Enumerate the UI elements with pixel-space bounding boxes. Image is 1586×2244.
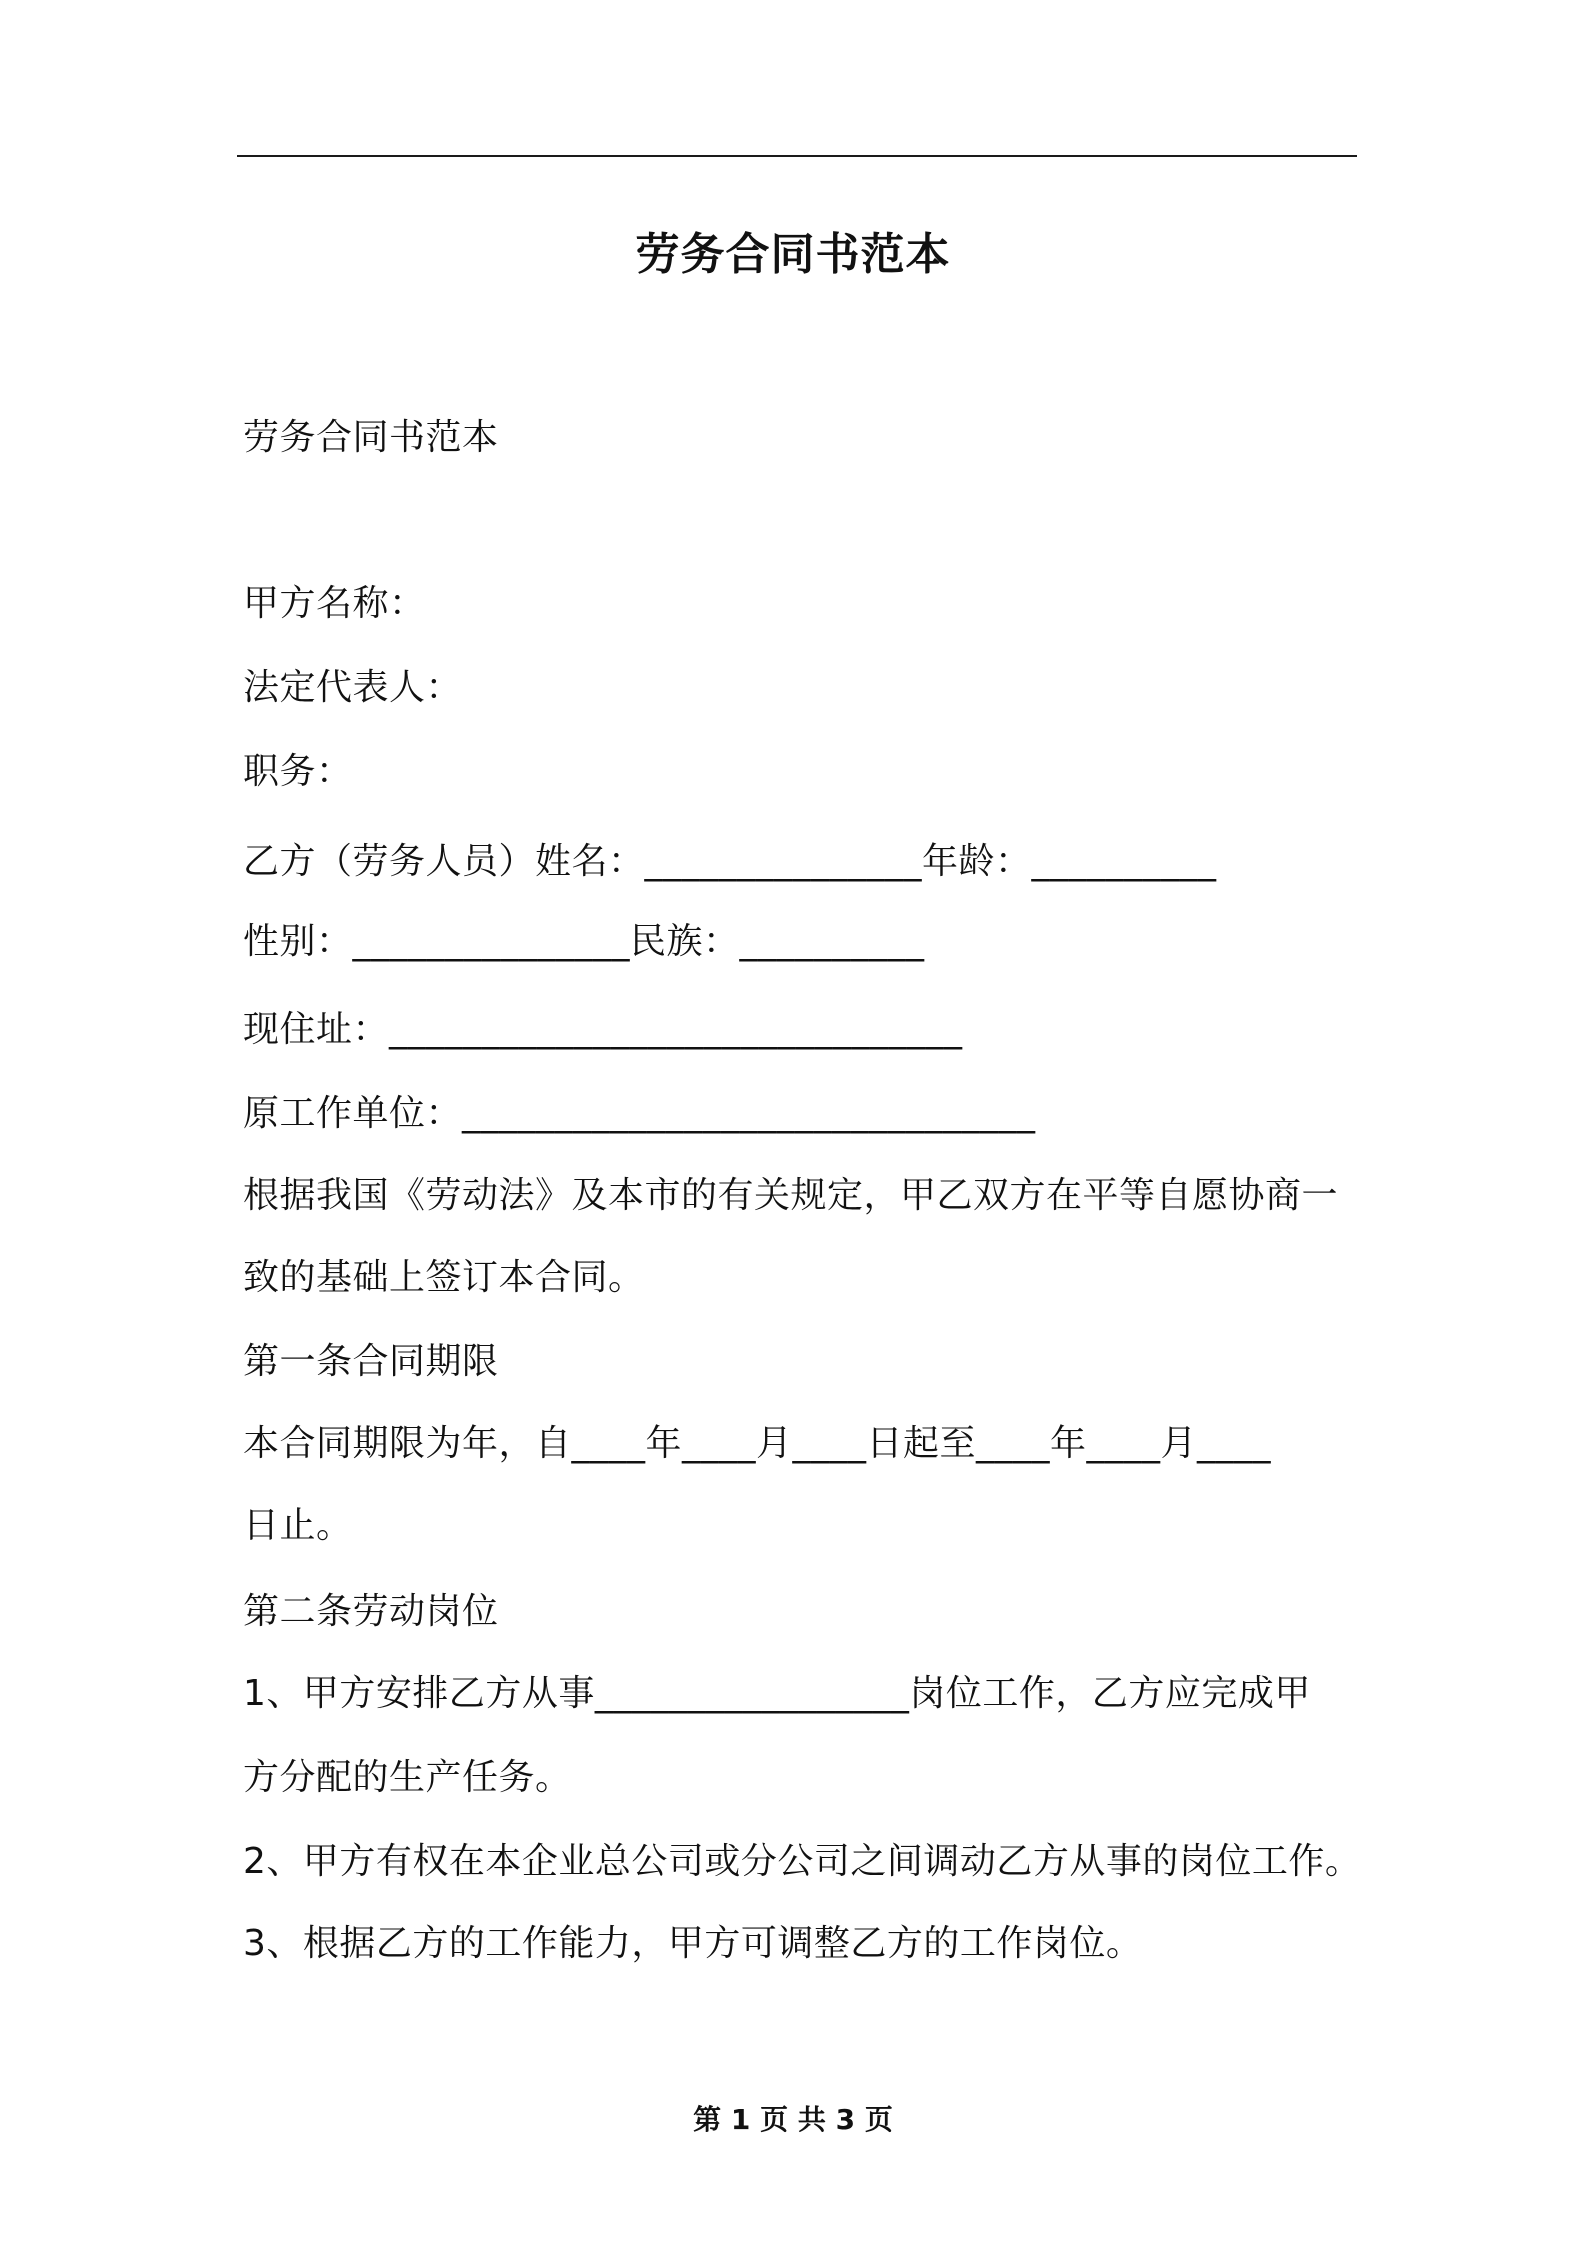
header-rule bbox=[237, 155, 1357, 157]
article-2-item-2: 2、甲方有权在本企业总公司或分公司之间调动乙方从事的岗位工作。 bbox=[243, 1841, 1362, 1882]
article-1-heading: 第一条合同期限 bbox=[243, 1341, 499, 1382]
article-1-term-line-1: 本合同期限为年，自____年____月____日起至____年____月____ bbox=[243, 1423, 1272, 1464]
legal-representative-line: 法定代表人： bbox=[243, 667, 463, 708]
preamble-line-1: 根据我国《劳动法》及本市的有关规定，甲乙双方在平等自愿协商一 bbox=[243, 1175, 1339, 1216]
preamble-line-2: 致的基础上签订本合同。 bbox=[243, 1257, 645, 1298]
party-a-name-line: 甲方名称： bbox=[243, 583, 426, 624]
article-1-term-line-2: 日止。 bbox=[243, 1505, 353, 1546]
current-address-line: 现住址：_______________________________ bbox=[243, 1009, 963, 1050]
subtitle-line: 劳务合同书范本 bbox=[243, 417, 499, 458]
former-employer-line: 原工作单位：_______________________________ bbox=[243, 1093, 1036, 1134]
article-2-item-1-line-1: 1、甲方安排乙方从事_________________岗位工作，乙方应完成甲 bbox=[243, 1673, 1311, 1714]
party-b-name-age-line: 乙方（劳务人员）姓名：_______________年龄：__________ bbox=[243, 841, 1217, 882]
position-line: 职务： bbox=[243, 751, 353, 792]
article-2-item-1-line-2: 方分配的生产任务。 bbox=[243, 1757, 572, 1798]
article-2-heading: 第二条劳动岗位 bbox=[243, 1591, 499, 1632]
document-title: 劳务合同书范本 bbox=[635, 229, 951, 280]
page-footer: 第 1 页 共 3 页 bbox=[693, 2103, 893, 2136]
gender-ethnicity-line: 性别：_______________民族：__________ bbox=[243, 921, 925, 962]
article-2-item-3: 3、根据乙方的工作能力，甲方可调整乙方的工作岗位。 bbox=[243, 1923, 1143, 1964]
